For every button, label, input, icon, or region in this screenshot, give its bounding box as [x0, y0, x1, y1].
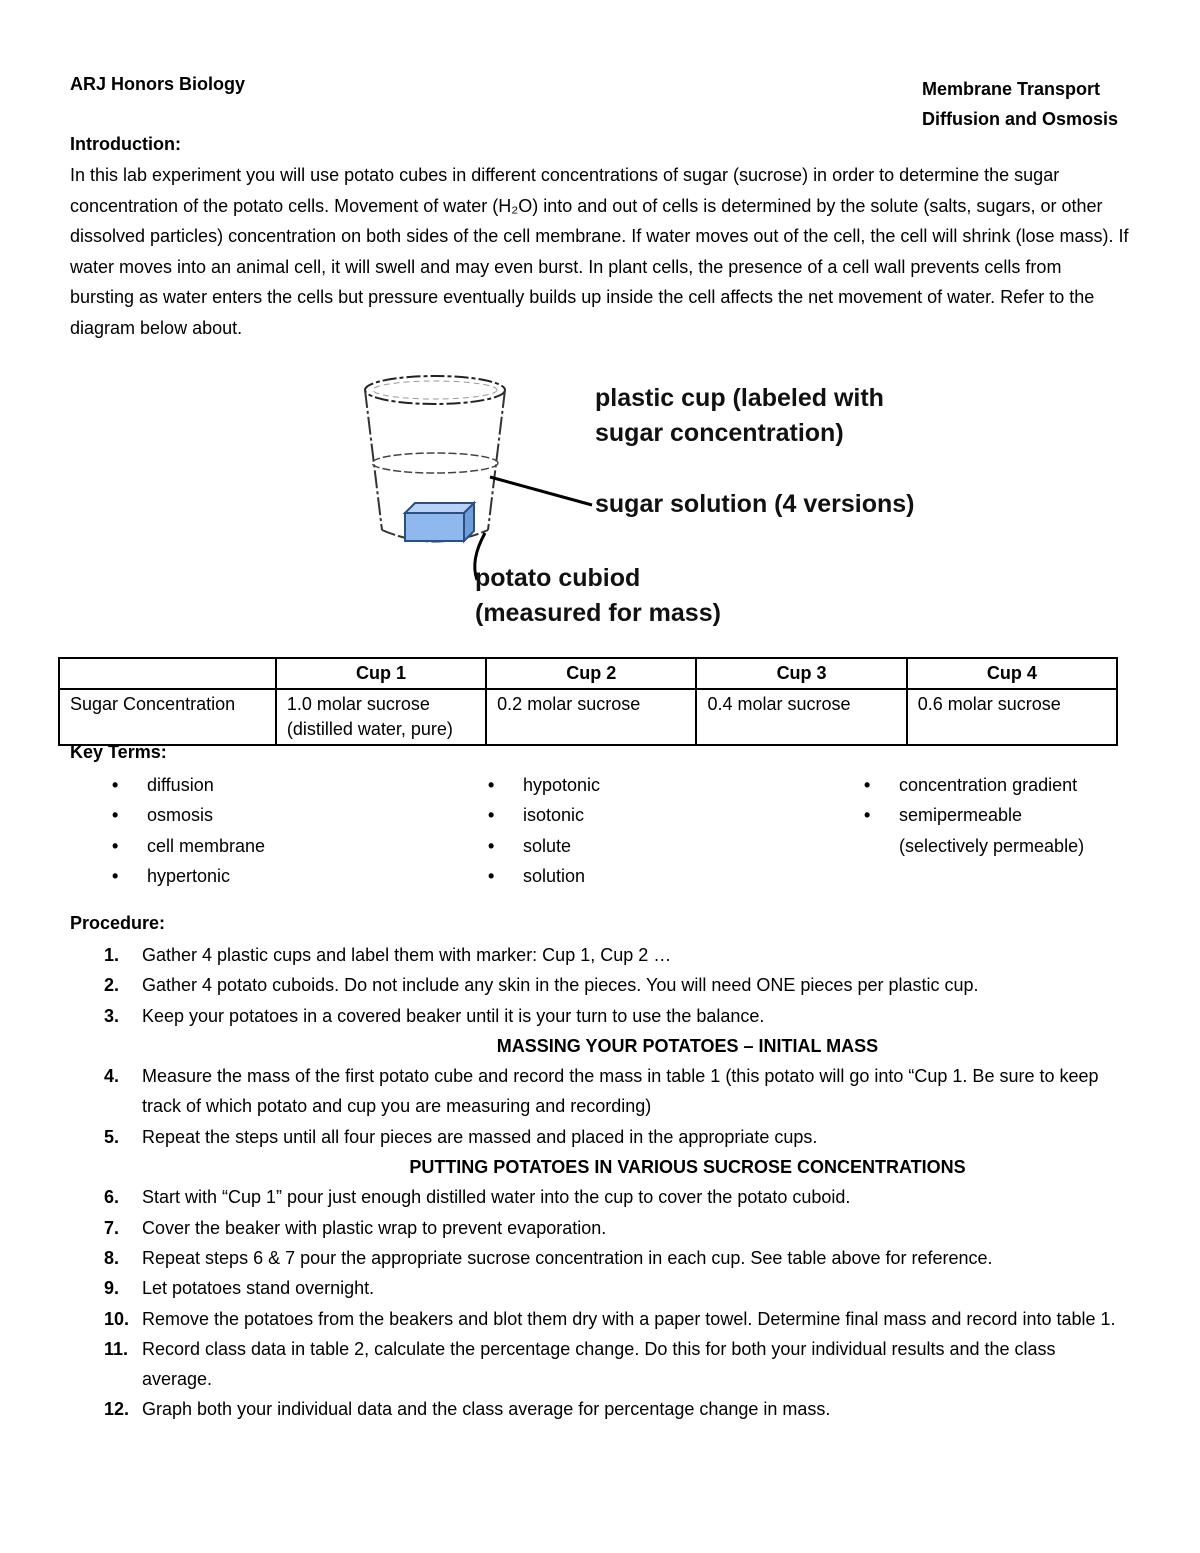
cup-label-line2: sugar concentration)	[595, 419, 844, 447]
list-item: • hypertonic	[112, 865, 231, 886]
potato-cube-front	[405, 513, 464, 541]
potato-label-line2: (measured for mass)	[475, 599, 721, 627]
unit-title-line1: Membrane Transport	[921, 79, 1101, 99]
table-row	[59, 689, 1117, 745]
procedure-step: 5. Repeat the steps until all four pieces are massed and placed in the appropriate cups.	[104, 1126, 818, 1147]
table-header-row	[59, 658, 1117, 689]
list-item: • cell membrane	[112, 835, 266, 856]
cup-diagram	[360, 365, 915, 635]
procedure-list	[70, 940, 1130, 1425]
table-header-cell: Cup 1	[276, 658, 486, 689]
list-item: • osmosis	[112, 805, 214, 826]
list-item: • solution	[488, 865, 586, 886]
procedure-step: 9. Let potatoes stand overnight.	[104, 1278, 375, 1299]
procedure-step: 3. Keep your potatoes in a covered beaker until it is your turn to use the balance.	[104, 1005, 765, 1026]
procedure-step: 2. Gather 4 potato cuboids. Do not include any skin in the pieces. You will need ONE pieces per plastic cup.	[104, 975, 979, 996]
potato-label-line1: potato cubiod	[475, 564, 641, 592]
introduction-paragraph: In this lab experiment you will use potato cubes in different concentrations of sugar (sucrose) in order to determine the sugar concentration of the potato cells. Movement of water (H₂O) into and out of cells is determined by the solute (salts, sugars, or other dissolved particles) concentration on both sides of the cell membrane. If water moves out of the cell, the cell will shrink (lose mass). If water moves into an animal cell, it will swell and may even burst. In plant cells, the presence of a cell wall prevents cells from bursting as water enters the cells but pressure eventually builds up inside the cell affects the net movement of water. Refer to the diagram below about.	[70, 165, 1129, 338]
key-terms-column-1	[70, 770, 265, 891]
unit-title	[922, 74, 1118, 134]
table-cell: 0.2 molar sucrose	[486, 689, 696, 745]
list-item: • isotonic	[488, 805, 585, 826]
procedure-subheading: MASSING YOUR POTATOES – INITIAL MASS	[496, 1035, 879, 1056]
table-cell: 0.4 molar sucrose	[696, 689, 906, 745]
potato-cube-top	[405, 503, 474, 513]
procedure-step: 8. Repeat steps 6 & 7 pour the appropriate sucrose concentration in each cup. See table above for reference.	[104, 1247, 993, 1268]
procedure-heading: Procedure:	[70, 913, 166, 933]
procedure-step: 4. Measure the mass of the first potato cube and record the mass in table 1 (this potato will go into “Cup 1. Be sure to keep track of which potato and cup you are measuring and recording)	[104, 1066, 1099, 1117]
potato-label	[475, 561, 721, 631]
procedure-step: 11. Record class data in table 2, calculate the percentage change. Do this for both your individual results and the class average.	[104, 1338, 1056, 1390]
introduction-heading: Introduction:	[70, 134, 181, 154]
procedure-step: 7. Cover the beaker with plastic wrap to prevent evaporation.	[104, 1217, 607, 1238]
list-item: • hypotonic	[488, 775, 601, 795]
table-cell: 1.0 molar sucrose (distilled water, pure)	[276, 689, 486, 745]
key-terms-column-3	[822, 770, 1084, 861]
sugar-concentration-table	[58, 657, 1118, 746]
procedure-step: 6. Start with “Cup 1” pour just enough distilled water into the cup to cover the potato cuboid.	[104, 1187, 851, 1208]
course-title: ARJ Honors Biology	[70, 74, 246, 94]
list-item: • semipermeable	[864, 805, 1023, 826]
table-header-cell	[59, 658, 276, 689]
procedure-step: 12. Graph both your individual data and the class average for percentage change in mass.	[104, 1399, 831, 1420]
cup-label	[595, 381, 884, 451]
key-terms-column-2	[446, 770, 600, 891]
list-item: • solute	[488, 835, 572, 856]
table-cell: 0.6 molar sucrose	[907, 689, 1117, 745]
row-label: Sugar Concentration	[59, 689, 276, 745]
procedure-step: 10. Remove the potatoes from the beakers and blot them dry with a paper towel. Determine final mass and record into table 1.	[104, 1308, 1116, 1329]
unit-title-line2: Diffusion and Osmosis	[921, 109, 1118, 129]
procedure-step: 1. Gather 4 plastic cups and label them with marker: Cup 1, Cup 2 …	[104, 945, 672, 965]
cup-label-line1: plastic cup (labeled with	[595, 384, 884, 412]
key-terms-heading: Key Terms:	[70, 742, 167, 762]
list-item: • concentration gradient	[864, 775, 1078, 795]
solution-label: sugar solution (4 versions)	[595, 490, 915, 518]
list-item: • diffusion	[112, 775, 214, 795]
procedure-subheading: PUTTING POTATOES IN VARIOUS SUCROSE CONCENTRATIONS	[409, 1157, 966, 1178]
table-header-cell: Cup 4	[907, 658, 1117, 689]
table-header-cell: Cup 2	[486, 658, 696, 689]
table-header-cell: Cup 3	[696, 658, 906, 689]
list-item: (selectively permeable)	[899, 835, 1085, 856]
